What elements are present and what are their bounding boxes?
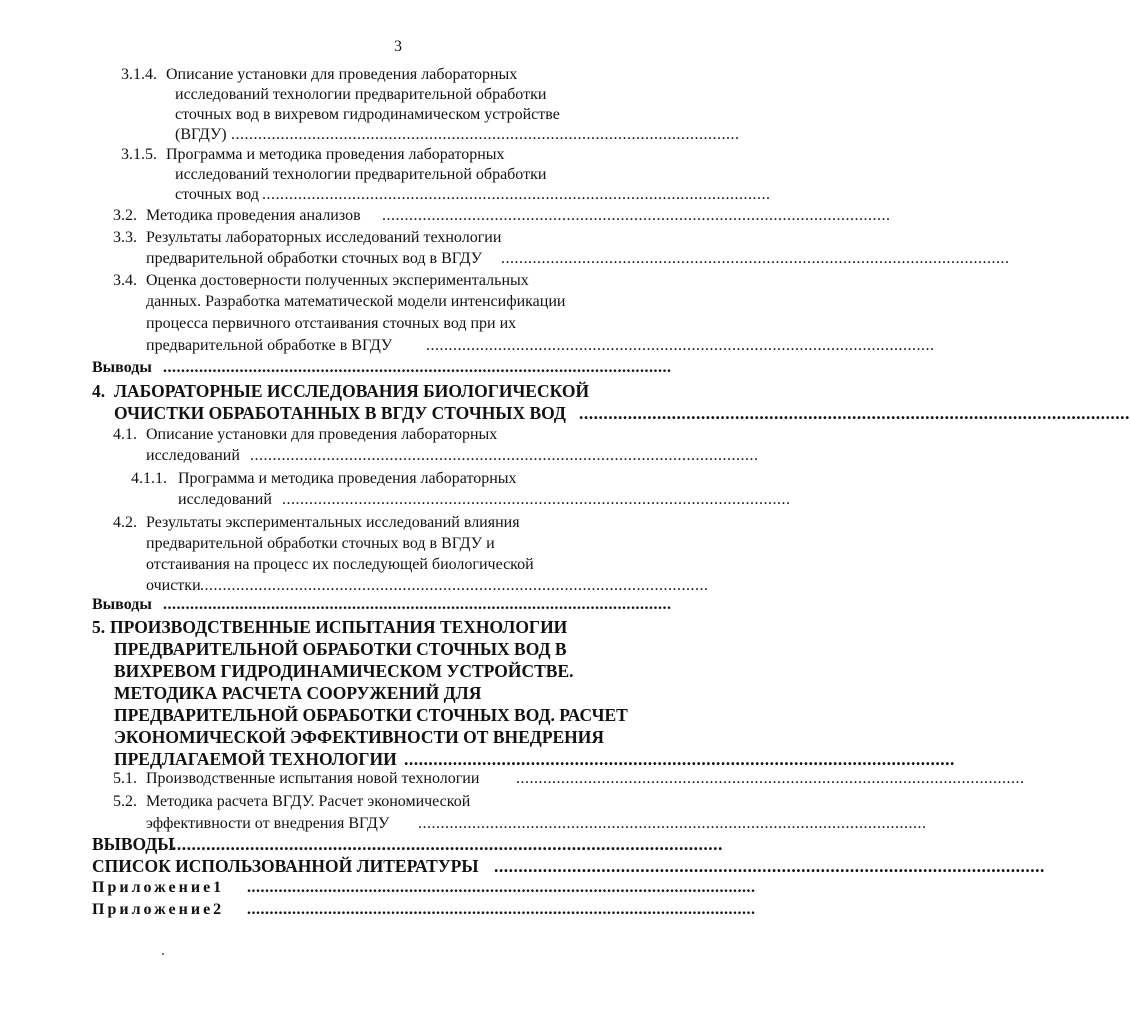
leader-dots: .................................................................................................................: [163, 596, 672, 613]
leader-dots: .................................................................................................................: [501, 250, 1010, 267]
entry-title-line: Описание установки для проведения лабораторных: [166, 66, 518, 83]
leader-dots: .................................................................................................................: [172, 834, 723, 854]
entry-title-line: исследований технологии предварительной обработки: [175, 86, 547, 103]
entry-title-line: Программа и методика проведения лабораторных: [166, 146, 505, 163]
entry-title-line: СПИСОК ИСПОЛЬЗОВАННОЙ ЛИТЕРАТУРЫ: [92, 856, 479, 876]
entry-title-line: ПРЕДВАРИТЕЛЬНОЙ ОБРАБОТКИ СТОЧНЫХ ВОД. РАСЧЕТ: [114, 705, 628, 725]
leader-dots: .................................................................................................................: [418, 815, 927, 832]
scan-speck: [162, 953, 164, 955]
entry-title-line: ЛАБОРАТОРНЫЕ ИССЛЕДОВАНИЯ БИОЛОГИЧЕСКОЙ: [114, 381, 590, 401]
entry-title-line: Результаты лабораторных исследований технологии: [146, 229, 502, 246]
leader-dots: .................................................................................................................: [282, 491, 791, 508]
leader-dots: .................................................................................................................: [247, 901, 756, 918]
entry-title-line: Оценка достоверности полученных экспериментальных: [146, 272, 529, 289]
entry-title-line: Выводы: [92, 596, 152, 613]
entry-title-line: процесса первичного отстаивания сточных вод при их: [146, 315, 517, 332]
entry-title-line: МЕТОДИКА РАСЧЕТА СООРУЖЕНИЙ ДЛЯ: [114, 683, 482, 703]
section-number: 3.1.4.: [121, 66, 157, 83]
entry-title-line: Методика проведения анализов: [146, 207, 361, 224]
entry-title-line: ПРЕДВАРИТЕЛЬНОЙ ОБРАБОТКИ СТОЧНЫХ ВОД В: [114, 639, 567, 659]
section-number: 3.3.: [113, 229, 137, 246]
entry-title-line: эффективности от внедрения ВГДУ: [146, 815, 390, 832]
section-number: 4.2.: [113, 514, 137, 531]
entry-title-line: очистки: [146, 577, 201, 594]
entry-title-line: предварительной обработки сточных вод в ВГДУ и: [146, 535, 495, 552]
entry-title-line: Программа и методика проведения лабораторных: [178, 470, 517, 487]
leader-dots: .................................................................................................................: [516, 770, 1025, 787]
entry-title-line: исследований технологии предварительной обработки: [175, 166, 547, 183]
section-number: 5.: [92, 617, 106, 637]
leader-dots: .................................................................................................................: [404, 749, 955, 769]
leader-dots: .................................................................................................................: [247, 879, 756, 896]
section-number: 3.2.: [113, 207, 137, 224]
leader-dots: .................................................................................................................: [262, 186, 771, 203]
entry-title-line: исследований: [146, 447, 240, 464]
entry-title-line: сточных вод в вихревом гидродинамическом устройстве: [175, 106, 560, 123]
leader-dots: .................................................................................................................: [250, 447, 759, 464]
entry-title-line: Производственные испытания новой технологии: [146, 770, 480, 787]
entry-title-line: предварительной обработки сточных вод в ВГДУ: [146, 250, 483, 267]
leader-dots: .................................................................................................................: [494, 856, 1045, 876]
entry-title-line: предварительной обработке в ВГДУ: [146, 337, 393, 354]
entry-title-line: Приложение1: [92, 879, 225, 896]
entry-title-line: сточных вод: [175, 186, 259, 203]
section-number: 5.2.: [113, 793, 137, 810]
section-number: 3.1.5.: [121, 146, 157, 163]
section-number: 5.1.: [113, 770, 137, 787]
entry-title-line: ВИХРЕВОМ ГИДРОДИНАМИЧЕСКОМ УСТРОЙСТВЕ.: [114, 661, 574, 681]
section-number: 4.1.: [113, 426, 137, 443]
page-number: 3: [394, 38, 402, 55]
entry-title-line: ПРЕДЛАГАЕМОЙ ТЕХНОЛОГИИ: [114, 749, 397, 769]
leader-dots: .................................................................................................................: [579, 403, 1130, 423]
section-number: 3.4.: [113, 272, 137, 289]
entry-title-line: ОЧИСТКИ ОБРАБОТАННЫХ В ВГДУ СТОЧНЫХ ВОД: [114, 403, 566, 423]
entry-title-line: ВЫВОДЫ: [92, 834, 175, 854]
entry-title-line: отстаивания на процесс их последующей биологической: [146, 556, 534, 573]
leader-dots: .................................................................................................................: [163, 359, 672, 376]
section-number: 4.1.1.: [131, 470, 167, 487]
entry-title-line: Выводы: [92, 359, 152, 376]
entry-title-line: Приложение2: [92, 901, 225, 918]
entry-title-line: Результаты экспериментальных исследований влияния: [146, 514, 520, 531]
entry-title-line: Методика расчета ВГДУ. Расчет экономической: [146, 793, 471, 810]
entry-title-line: данных. Разработка математической модели интенсификации: [146, 293, 566, 310]
leader-dots: .................................................................................................................: [426, 337, 935, 354]
leader-dots: .................................................................................................................: [231, 126, 740, 143]
entry-title-line: ПРОИЗВОДСТВЕННЫЕ ИСПЫТАНИЯ ТЕХНОЛОГИИ: [110, 617, 568, 637]
leader-dots: .................................................................................................................: [382, 207, 891, 224]
entry-title-line: ЭКОНОМИЧЕСКОЙ ЭФФЕКТИВНОСТИ ОТ ВНЕДРЕНИЯ: [114, 727, 605, 747]
entry-title-line: Описание установки для проведения лабораторных: [146, 426, 498, 443]
entry-title-line: (ВГДУ): [175, 126, 227, 143]
leader-dots: .................................................................................................................: [200, 577, 709, 594]
entry-title-line: исследований: [178, 491, 272, 508]
section-number: 4.: [92, 381, 106, 401]
